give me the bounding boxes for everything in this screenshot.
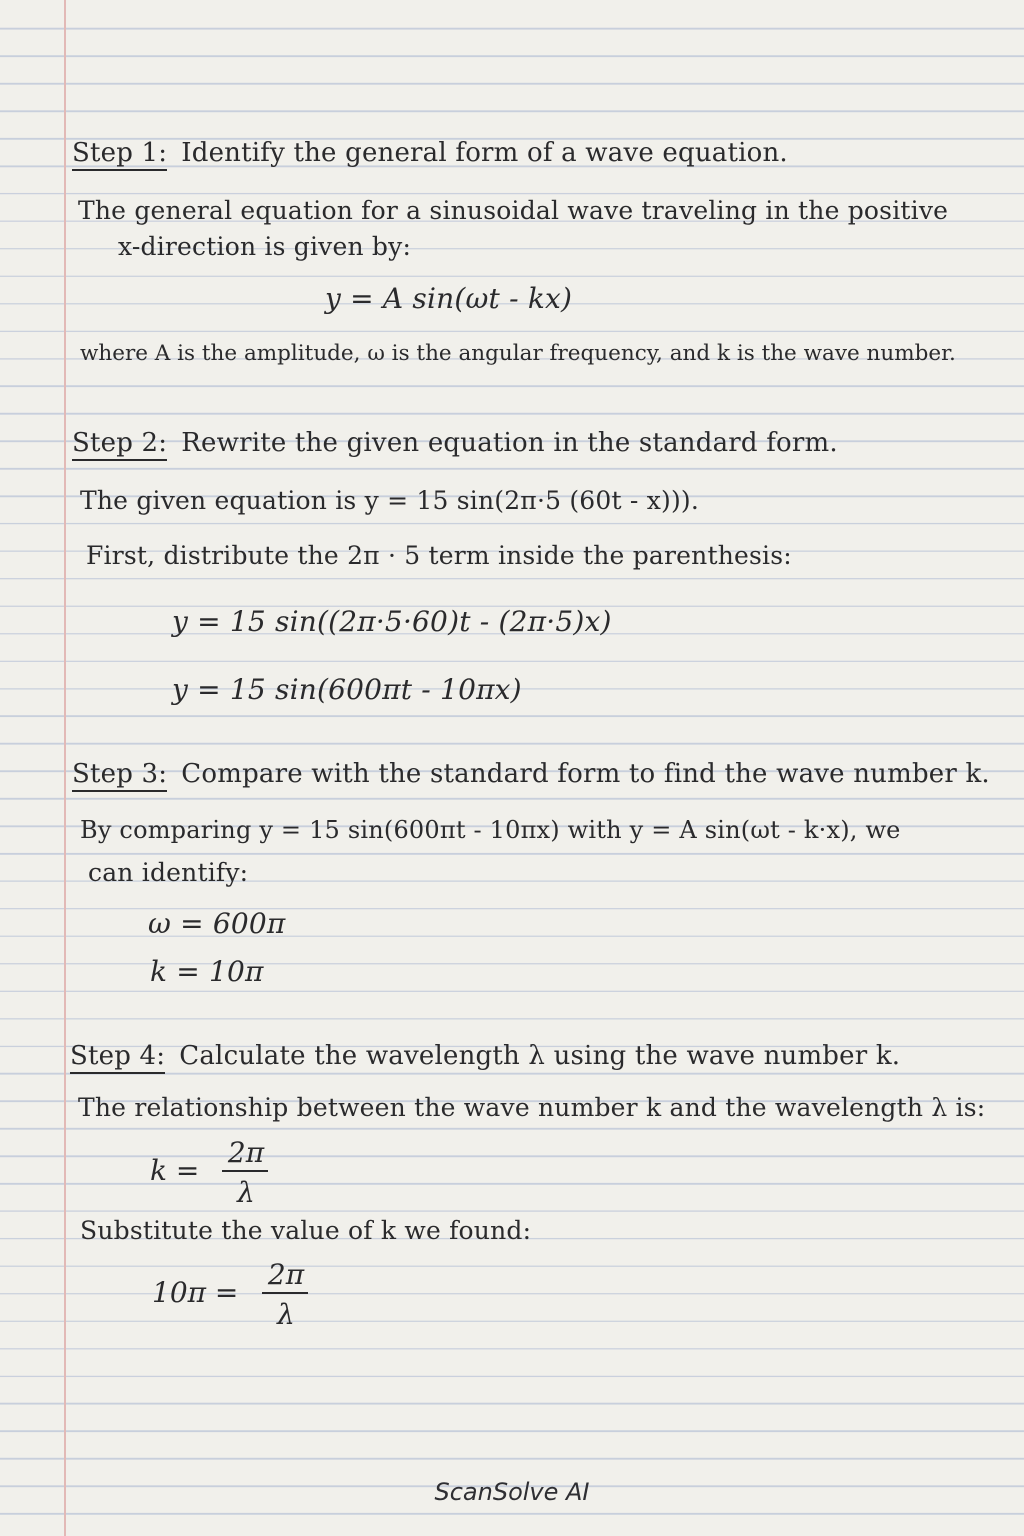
step-3-equation-k: k = 10π — [150, 955, 264, 988]
fraction-2-numerator: 2π — [267, 1258, 305, 1291]
step-4-label: Step 4: — [70, 1043, 165, 1074]
step-2-label: Step 2: — [72, 430, 167, 461]
fraction-1-lhs: k = — [150, 1154, 200, 1187]
step-1-line-2: x-direction is given by: — [118, 232, 412, 261]
fraction-2-denominator: λ — [277, 1298, 295, 1331]
step-1-title: Identify the general form of a wave equation. — [181, 138, 788, 168]
step-2-title: Rewrite the given equation in the standard form. — [181, 428, 838, 458]
step-1-heading — [72, 140, 788, 171]
step-2-equation-1: y = 15 sin((2π·5·60)t - (2π·5)x) — [172, 605, 612, 638]
step-1-line-1: The general equation for a sinusoidal wave traveling in the positive — [78, 196, 949, 225]
step-1-equation: y = A sin(ωt - kx) — [325, 282, 573, 315]
step-2-line-2: First, distribute the 2π · 5 term inside the parenthesis: — [86, 541, 792, 570]
fraction-2-lhs: 10π = — [152, 1276, 239, 1309]
step-2-heading — [72, 430, 838, 461]
step-2-line-1: The given equation is y = 15 sin(2π·5 (60t - x))). — [80, 486, 699, 515]
fraction-1-numerator: 2π — [227, 1136, 265, 1169]
step-3-heading — [72, 761, 990, 792]
step-3-line-1: By comparing y = 15 sin(600πt - 10πx) with y = A sin(ωt - k·x), we — [80, 816, 901, 844]
step-4-line-2: Substitute the value of k we found: — [80, 1216, 532, 1245]
step-3-equation-omega: ω = 600π — [148, 907, 286, 940]
step-2-equation-2: y = 15 sin(600πt - 10πx) — [172, 673, 522, 706]
margin-line — [64, 0, 66, 1536]
step-1-label: Step 1: — [72, 140, 167, 171]
fraction-2-bar — [262, 1292, 308, 1294]
fraction-k-equals — [150, 1136, 290, 1209]
step-3-label: Step 3: — [72, 761, 167, 792]
step-4-title: Calculate the wavelength λ using the wave number k. — [179, 1041, 901, 1071]
fraction-1-denominator: λ — [237, 1176, 255, 1209]
step-3-line-2: can identify: — [88, 858, 249, 887]
step-4-heading — [70, 1043, 900, 1074]
step-1-line-4: where A is the amplitude, ω is the angular frequency, and k is the wave number. — [80, 341, 956, 366]
step-3-title: Compare with the standard form to find the wave number k. — [181, 759, 990, 789]
step-4-line-1: The relationship between the wave number k and the wavelength λ is: — [78, 1093, 986, 1122]
fraction-10pi-equals — [152, 1258, 332, 1331]
fraction-1-bar — [222, 1170, 268, 1172]
footer-watermark: ScanSolve AI — [434, 1478, 590, 1506]
